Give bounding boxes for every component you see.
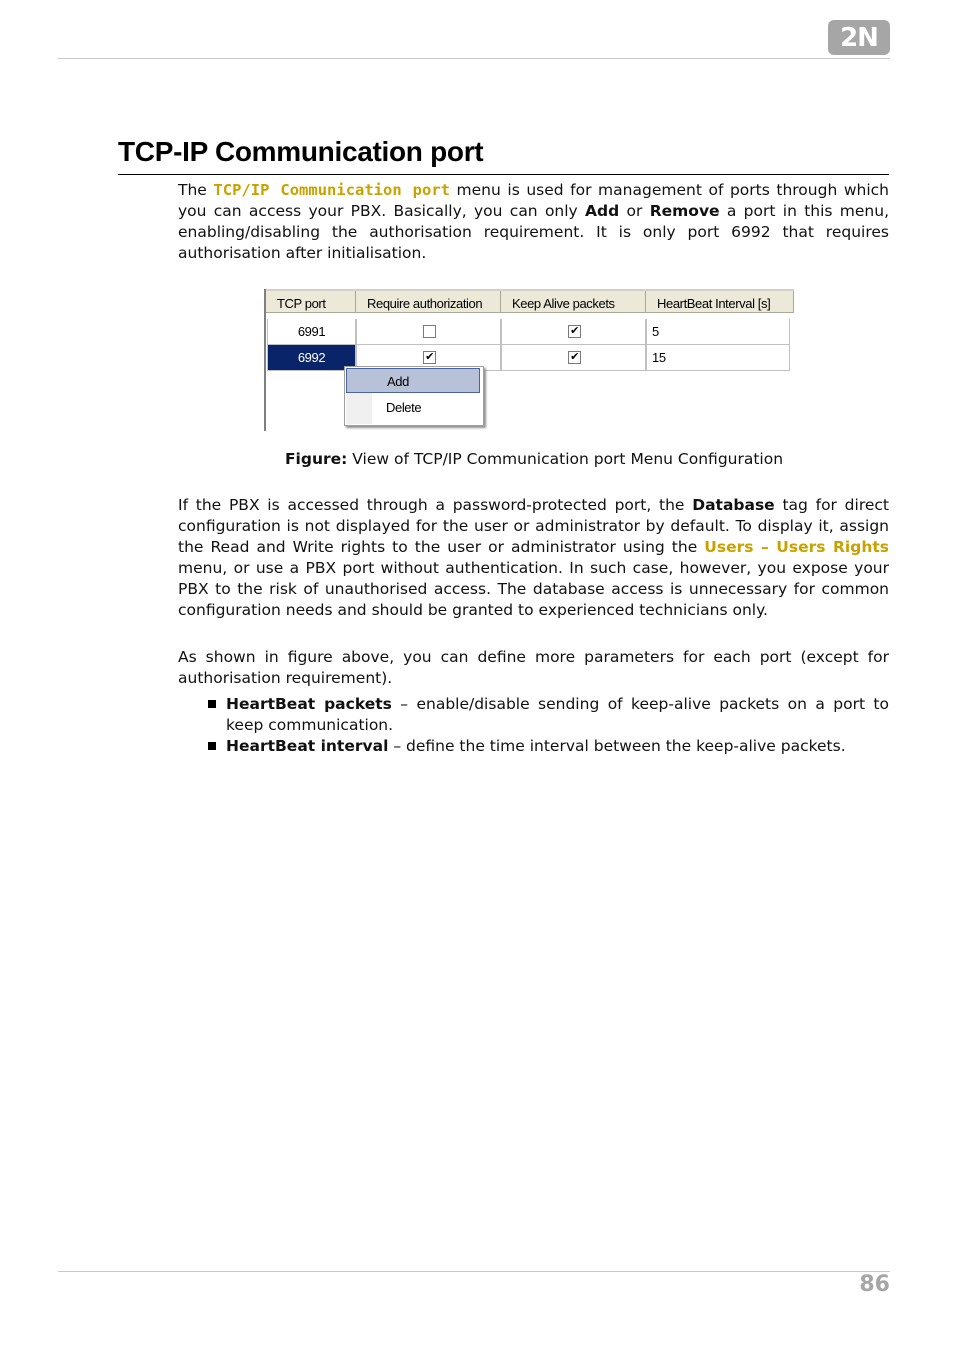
list-item <box>206 694 889 736</box>
figure-caption <box>0 450 954 468</box>
tcp-port-table-screenshot <box>264 289 794 431</box>
require-auth-checkbox[interactable] <box>423 325 436 338</box>
database-paragraph <box>178 495 889 621</box>
para2-text-1: If the PBX is accessed through a password-protected port, the <box>178 496 693 514</box>
title-rule <box>118 174 889 175</box>
caption-text: View of TCP/IP Communication port Menu Configuration <box>347 450 784 468</box>
menu-item-add[interactable]: Add <box>346 368 480 393</box>
keep-alive-cell[interactable] <box>501 319 646 345</box>
intro-text-1: The <box>178 181 214 199</box>
column-header-keep-alive[interactable]: Keep Alive packets <box>501 291 646 313</box>
interval-cell[interactable]: 15 <box>646 345 790 371</box>
require-auth-checkbox[interactable]: ✔ <box>423 351 436 364</box>
caption-label: Figure: <box>284 450 348 468</box>
page-title: TCP-IP Communication port <box>118 136 484 167</box>
table-row-port-cell[interactable]: 6991 <box>267 319 356 345</box>
users-rights-link[interactable]: Users – Users Rights <box>704 538 889 556</box>
para2-text-3: menu, or use a PBX port without authentication. In such case, however, you expose your PBX to the risk of unauthorised access. The database access is unnecessary for common configuration needs and should be granted to experienced technicians only. <box>178 559 889 619</box>
intro-text-4: a port in this menu, enabling/disabling the authorisation requirement. It is only port 6992 that requires authorisation after initialisation. <box>178 202 889 262</box>
column-header-require-authorization[interactable]: Require authorization <box>356 291 501 313</box>
remove-term: Remove <box>649 202 720 220</box>
intro-text-2: menu is used for management of ports through which you can access your PBX. Basically, you can only <box>178 181 889 220</box>
add-term: Add <box>585 202 620 220</box>
list-item <box>206 736 889 757</box>
menu-item-delete[interactable]: Delete <box>386 400 422 415</box>
list-item-text: – define the time interval between the keep-alive packets. <box>388 737 846 755</box>
list-item-term: HeartBeat packets <box>226 695 392 713</box>
intro-text-3: or <box>619 202 650 220</box>
logo-text: 2N <box>840 22 878 53</box>
column-header-tcp-port[interactable]: TCP port <box>266 291 356 313</box>
column-header-heartbeat-interval[interactable]: HeartBeat Interval [s] <box>646 291 794 313</box>
keep-alive-checkbox[interactable]: ✔ <box>568 351 581 364</box>
parameter-list <box>206 694 889 757</box>
intro-paragraph <box>178 180 889 264</box>
keep-alive-checkbox[interactable]: ✔ <box>568 325 581 338</box>
database-term: Database <box>692 496 775 514</box>
keep-alive-cell[interactable] <box>501 345 646 371</box>
require-auth-cell[interactable] <box>356 319 501 345</box>
list-item-text: – enable/disable sending of keep-alive packets on a port to keep communication. <box>226 695 889 734</box>
brand-logo <box>828 20 890 55</box>
interval-cell[interactable]: 5 <box>646 319 790 345</box>
context-menu <box>344 366 484 426</box>
footer-rule <box>58 1271 890 1272</box>
tcpip-menu-link[interactable]: TCP/IP Communication port <box>213 181 450 199</box>
table-row-port-cell-selected[interactable]: 6992 <box>267 345 356 371</box>
list-item-term: HeartBeat interval <box>226 737 389 755</box>
page-number: 86 <box>859 1272 890 1297</box>
para2-text-2: tag for direct configuration is not displayed for the user or administrator by default. To display it, assign the Read and Write rights to the user or administrator using the <box>178 496 889 556</box>
header-rule <box>58 58 890 59</box>
parameters-paragraph: As shown in figure above, you can define more parameters for each port (except for authorisation requirement). <box>178 648 889 687</box>
